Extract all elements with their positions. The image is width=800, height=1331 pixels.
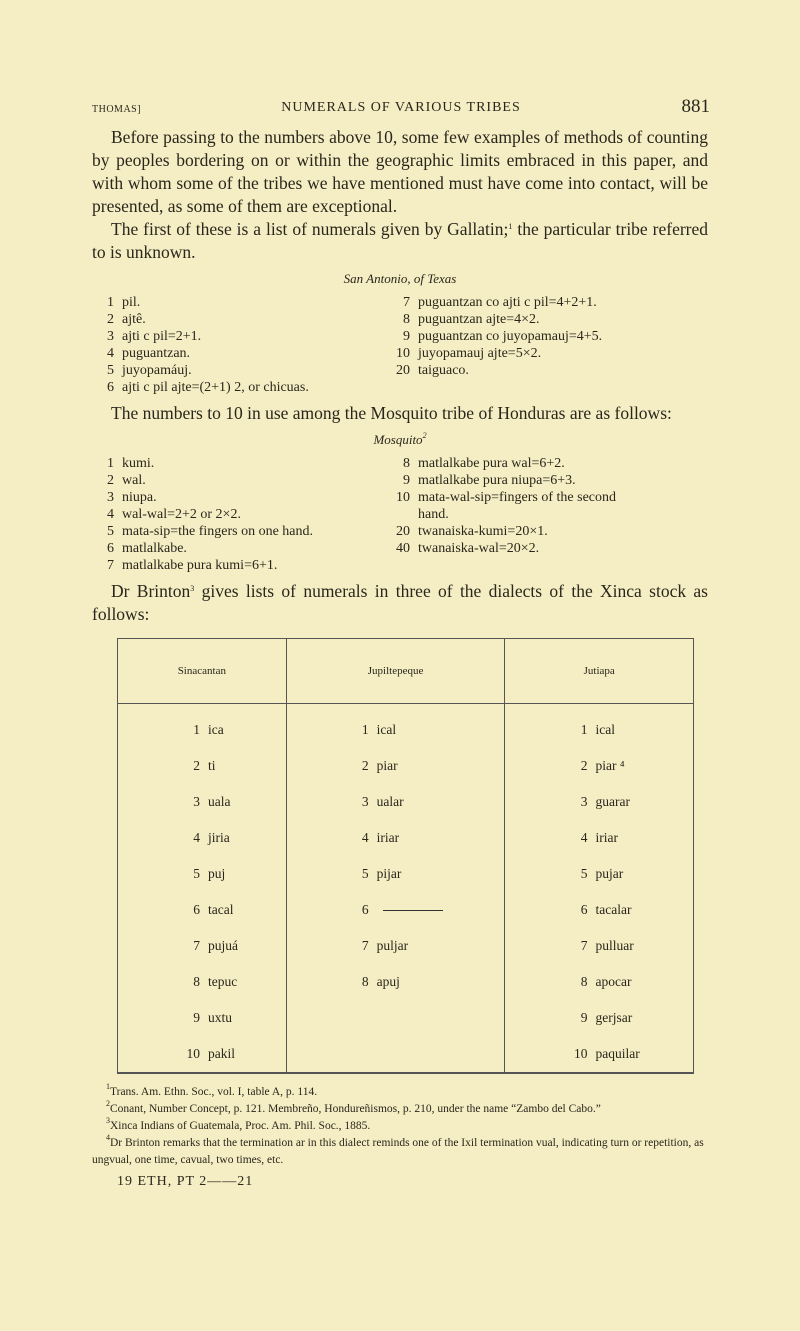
item-number: 7: [403, 295, 410, 310]
table-cell: [505, 704, 694, 749]
item-number: 10: [396, 490, 410, 505]
text: Dr Brinton: [111, 581, 191, 601]
brinton-intro: [92, 580, 708, 626]
numeral-word: ualar: [376, 794, 404, 809]
item-text: wal.: [122, 473, 146, 488]
xinca-table: [117, 638, 694, 1074]
footnote: [92, 1135, 708, 1169]
item-text: ajtê.: [122, 312, 146, 327]
numeral-number: 3: [361, 794, 369, 809]
numeral-number: 2: [580, 758, 588, 773]
item-number: 3: [107, 490, 114, 505]
table-cell: [505, 784, 694, 820]
item-number: 5: [107, 363, 114, 378]
item-number: 1: [107, 456, 114, 471]
list-item: [92, 345, 388, 362]
paragraph: [92, 218, 708, 264]
running-title: NUMERALS OF VARIOUS TRIBES: [281, 100, 521, 115]
item-number: 9: [403, 329, 410, 344]
item-number: 8: [403, 456, 410, 471]
san-antonio-lists: [92, 294, 708, 396]
table-cell: [505, 856, 694, 892]
numeral-word: pujar: [595, 866, 624, 881]
footnote: [92, 1101, 708, 1118]
numeral-word: iriar: [376, 830, 400, 845]
running-header: [92, 98, 710, 118]
item-continuation: hand.: [418, 507, 449, 522]
list-item: [388, 311, 708, 328]
numeral-word: pulluar: [595, 938, 634, 953]
table-row: [118, 784, 694, 820]
numeral-number: 9: [580, 1010, 588, 1025]
numeral-number: 2: [361, 758, 369, 773]
table-cell: [118, 964, 287, 1000]
numeral-number: 3: [580, 794, 588, 809]
footnote-text: Conant, Number Concept, p. 121. Membreño, Hondureñismos, p. 210, under the name “Zambo del Cabo.”: [110, 1103, 601, 1115]
numeral-word: pujuá: [208, 938, 238, 953]
list-item: [92, 328, 388, 345]
table-cell: [118, 892, 287, 928]
mosquito-list-left: [92, 455, 388, 574]
item-number: 7: [107, 558, 114, 573]
item-number: 5: [107, 524, 114, 539]
text: gives lists of numerals in three of the dialects of the Xinca stock as follows:: [92, 581, 708, 624]
numeral-number: 4: [580, 830, 588, 845]
item-text: juyopamauj ajte=5×2.: [418, 346, 542, 361]
list-item: [388, 362, 708, 379]
item-number: 20: [396, 524, 410, 539]
footnote-text: Trans. Am. Ethn. Soc., vol. I, table A, p. 114.: [110, 1086, 318, 1098]
table-cell: [286, 784, 505, 820]
numeral-word: iriar: [595, 830, 618, 845]
numeral-word: pakil: [208, 1046, 235, 1061]
table-row: [118, 892, 694, 928]
list-item: [92, 523, 388, 540]
numeral-word: ti: [208, 758, 216, 773]
table-row: [118, 964, 694, 1000]
numeral-number: 6: [193, 902, 200, 917]
item-text: ajti c pil ajte=(2+1) 2, or chicuas.: [122, 380, 309, 395]
list-item: [388, 328, 708, 345]
numeral-word: tepuc: [208, 974, 238, 989]
footnote: [92, 1084, 708, 1101]
page-body: [92, 126, 708, 1191]
footnotes: [92, 1084, 708, 1169]
page-number: 881: [681, 96, 710, 117]
table-cell: [505, 748, 694, 784]
numeral-word: piar ⁴: [595, 758, 625, 773]
list-item: [92, 455, 388, 472]
item-text: taiguaco.: [418, 363, 469, 378]
table-cell: [286, 856, 505, 892]
footnote-number: 3: [106, 1116, 110, 1125]
table-cell: [118, 784, 287, 820]
item-number: 10: [396, 346, 410, 361]
numeral-number: 5: [193, 866, 200, 881]
table-cell: [286, 1000, 505, 1036]
numeral-word: gerjsar: [595, 1010, 633, 1025]
paragraph: [92, 580, 708, 626]
item-text: matlalkabe.: [122, 541, 187, 556]
item-number: 2: [107, 473, 114, 488]
table-cell: [286, 928, 505, 964]
numeral-word: apuj: [376, 974, 400, 989]
list-item: [92, 311, 388, 328]
mosquito-intro: [92, 402, 708, 425]
table-cell: [118, 704, 287, 749]
numeral-word: jiria: [208, 830, 230, 845]
running-author: THOMAS]: [92, 104, 142, 115]
item-number: 40: [396, 541, 410, 556]
numeral-number: 9: [193, 1010, 200, 1025]
caption-text: Mosquito: [373, 432, 423, 447]
numeral-word: uxtu: [208, 1010, 233, 1025]
list-item: [92, 557, 388, 574]
item-text: juyopamáuj.: [122, 363, 192, 378]
numeral-word: ica: [208, 722, 224, 737]
item-number: 8: [403, 312, 410, 327]
numeral-number: 10: [186, 1046, 200, 1061]
item-text: kumi.: [122, 456, 155, 471]
list-item: [92, 540, 388, 557]
table-row: [118, 820, 694, 856]
table-cell: [118, 856, 287, 892]
table-cell: [505, 820, 694, 856]
table-cell: [286, 820, 505, 856]
list-item: [92, 489, 388, 506]
numeral-word: guarar: [595, 794, 630, 809]
item-number: 20: [396, 363, 410, 378]
table-cell: [505, 928, 694, 964]
item-text: matlalkabe pura niupa=6+3.: [418, 473, 576, 488]
list-item: [388, 472, 708, 489]
numeral-number: 7: [580, 938, 588, 953]
table-cell: [118, 1000, 287, 1036]
footnote-number: 2: [106, 1099, 110, 1108]
footnote: [92, 1118, 708, 1135]
table-cell: [118, 820, 287, 856]
san-antonio-list-right: [388, 294, 708, 396]
table-cell: [118, 1036, 287, 1073]
table-row: [118, 1036, 694, 1073]
item-text: mata-wal-sip=fingers of the second: [418, 490, 616, 505]
item-text: pil.: [122, 295, 141, 310]
numeral-number: 8: [193, 974, 200, 989]
numeral-number: 10: [573, 1046, 588, 1061]
table-cell: [505, 964, 694, 1000]
footnote-text: Xinca Indians of Guatemala, Proc. Am. Phil. Soc., 1885.: [110, 1120, 371, 1132]
item-text: puguantzan.: [122, 346, 191, 361]
item-number: 4: [107, 507, 114, 522]
numeral-word: puj: [208, 866, 226, 881]
numeral-number: 3: [193, 794, 200, 809]
item-text: puguantzan ajte=4×2.: [418, 312, 540, 327]
numeral-word: pijar: [376, 866, 402, 881]
item-text: matlalkabe pura wal=6+2.: [418, 456, 565, 471]
numeral-number: 5: [361, 866, 369, 881]
numeral-word: [383, 910, 443, 911]
table-cell: [505, 892, 694, 928]
san-antonio-caption: San Antonio, of Texas: [343, 271, 457, 286]
table-cell: [286, 964, 505, 1000]
numeral-word: tacalar: [595, 902, 632, 917]
item-text: puguantzan co ajti c pil=4+2+1.: [418, 295, 597, 310]
table-row: [118, 704, 694, 749]
item-text: ajti c pil=2+1.: [122, 329, 202, 344]
table-cell: [286, 892, 505, 928]
column-header: Jutiapa: [505, 639, 694, 704]
signature-mark: 19 ETH, PT 2——21: [117, 1174, 254, 1189]
list-item: [388, 455, 708, 472]
footnote-number: 1: [106, 1082, 110, 1091]
list-item: [92, 506, 388, 523]
item-number: 1: [107, 295, 114, 310]
intro-text: [92, 126, 708, 264]
san-antonio-list-left: [92, 294, 388, 396]
numeral-number: 5: [580, 866, 588, 881]
table-row: [118, 928, 694, 964]
list-item: [92, 294, 388, 311]
item-text: wal-wal=2+2 or 2×2.: [122, 507, 241, 522]
item-number: 9: [403, 473, 410, 488]
numeral-word: ical: [595, 722, 615, 737]
list-item: [388, 345, 708, 362]
footnote-number: 4: [106, 1133, 110, 1142]
numeral-number: 1: [361, 722, 369, 737]
numeral-number: 8: [361, 974, 369, 989]
footnote-ref[interactable]: 3: [190, 584, 195, 593]
numeral-word: apocar: [595, 974, 632, 989]
table-cell: [286, 704, 505, 749]
item-number: 2: [107, 312, 114, 327]
list-item: [92, 379, 388, 396]
table-row: [118, 1000, 694, 1036]
list-item: [388, 540, 708, 557]
item-text: mata-sip=the fingers on one hand.: [122, 524, 314, 539]
numeral-number: 1: [580, 722, 588, 737]
item-number: 4: [107, 346, 114, 361]
text: the particular tribe referred to is unknown.: [92, 219, 709, 262]
numeral-number: 6: [580, 902, 588, 917]
footnote-ref[interactable]: 2: [422, 431, 427, 440]
mosquito-lists: [92, 455, 708, 574]
table-cell: [118, 748, 287, 784]
numeral-word: ical: [376, 722, 397, 737]
numeral-word: uala: [208, 794, 231, 809]
paragraph: The numbers to 10 in use among the Mosquito tribe of Honduras are as follows:: [111, 403, 672, 423]
item-text: twanaiska-kumi=20×1.: [418, 524, 548, 539]
footnote-ref[interactable]: 1: [508, 222, 513, 231]
list-item: [388, 489, 708, 506]
table-cell: [505, 1036, 694, 1073]
numeral-number: 2: [193, 758, 200, 773]
numeral-number: 6: [361, 902, 369, 917]
numeral-word: puljar: [376, 938, 409, 953]
numeral-word: tacal: [208, 902, 234, 917]
item-text: puguantzan co juyopamauj=4+5.: [418, 329, 603, 344]
numeral-number: 4: [193, 830, 200, 845]
numeral-number: 7: [361, 938, 369, 953]
mosquito-caption: [92, 431, 708, 449]
column-header: Jupiltepeque: [286, 639, 505, 704]
table-cell: [118, 928, 287, 964]
numeral-word: paquilar: [595, 1046, 640, 1061]
list-item: [92, 362, 388, 379]
numeral-number: 1: [193, 722, 200, 737]
numeral-number: 8: [580, 974, 588, 989]
numeral-number: 7: [193, 938, 200, 953]
list-item: [388, 294, 708, 311]
list-item: [388, 523, 708, 540]
table-row: [118, 748, 694, 784]
text: The first of these is a list of numerals given by Gallatin;: [111, 219, 509, 239]
item-number: 6: [107, 380, 114, 395]
table-cell: [505, 1000, 694, 1036]
table-cell: [286, 748, 505, 784]
item-number: 3: [107, 329, 114, 344]
numeral-word: piar: [376, 758, 398, 773]
paragraph: Before passing to the numbers above 10, some few examples of methods of counting by peoples bordering on or within the geographic limits embraced in this paper, and with whom some of the tribes we have mentioned must have come into contact, will be presented, as some of them are exceptional.: [92, 127, 708, 216]
item-number: 6: [107, 541, 114, 556]
table-row: [118, 856, 694, 892]
numeral-number: 4: [361, 830, 369, 845]
list-item: [92, 472, 388, 489]
footnote-text: Dr Brinton remarks that the termination ar in this dialect reminds one of the Ixil termination vual, indicating turn or repetition, as ungvual, one time, cavual, two times, etc.: [92, 1137, 704, 1166]
column-header: Sinacantan: [118, 639, 287, 704]
item-text: twanaiska-wal=20×2.: [418, 541, 540, 556]
mosquito-list-right: [388, 455, 708, 574]
table-cell: [286, 1036, 505, 1073]
item-text: matlalkabe pura kumi=6+1.: [122, 558, 278, 573]
item-text: niupa.: [122, 490, 157, 505]
